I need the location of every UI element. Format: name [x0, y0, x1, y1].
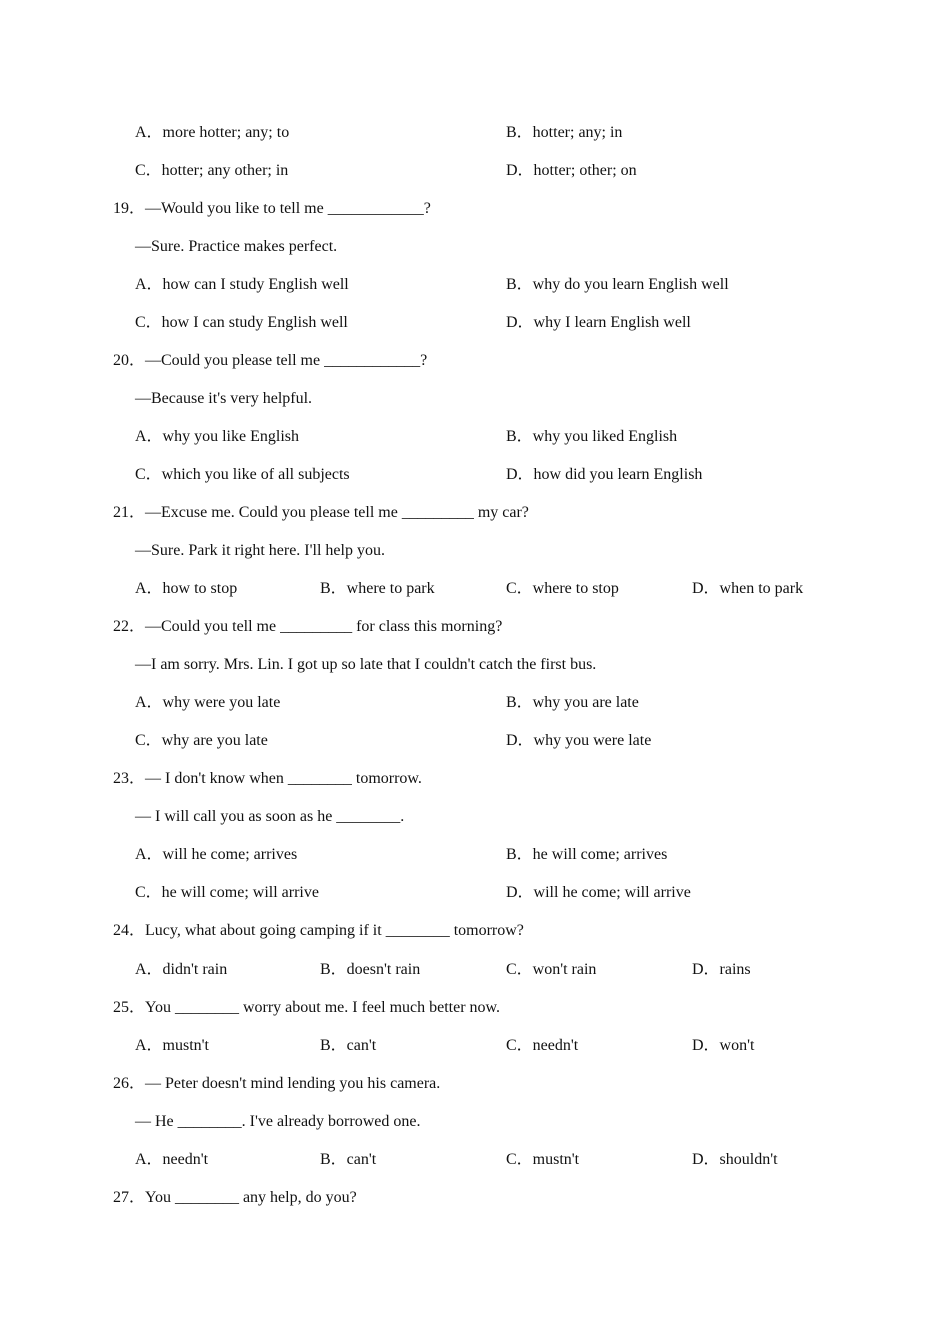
q19-option-b: B．why do you learn English well — [506, 276, 729, 293]
q21-option-a: A．how to stop — [135, 580, 238, 597]
q21-stem: 21．—Excuse me. Could you please tell me _________ my car? — [113, 504, 529, 521]
q19-reply: —Sure. Practice makes perfect. — [135, 238, 338, 255]
q18-option-c: C．hotter; any other; in — [135, 162, 289, 179]
q20-reply: —Because it's very helpful. — [135, 390, 313, 407]
q22-option-c: C．why are you late — [135, 732, 268, 749]
q19-option-a: A．how can I study English well — [135, 276, 349, 293]
q21-option-c: C．where to stop — [506, 580, 619, 597]
q18-option-a: A．more hotter; any; to — [135, 124, 290, 141]
q26-reply: — He ________. I've already borrowed one. — [135, 1113, 421, 1130]
q23-option-c: C．he will come; will arrive — [135, 884, 319, 901]
q23-option-d: D．will he come; will arrive — [506, 884, 691, 901]
q26-option-d: D．shouldn't — [692, 1151, 778, 1168]
q21-option-b: B．where to park — [320, 580, 435, 597]
q20-option-c: C．which you like of all subjects — [135, 466, 350, 483]
q20-stem: 20．—Could you please tell me ____________? — [113, 352, 428, 369]
q24-option-d: D．rains — [692, 961, 751, 978]
q25-option-d: D．won't — [692, 1037, 755, 1054]
q27-stem: 27．You ________ any help, do you? — [113, 1189, 357, 1206]
q20-option-a: A．why you like English — [135, 428, 299, 445]
q19-stem: 19．—Would you like to tell me ____________? — [113, 200, 431, 217]
q24-option-c: C．won't rain — [506, 961, 597, 978]
q25-option-b: B．can't — [320, 1037, 377, 1054]
q22-option-a: A．why were you late — [135, 694, 281, 711]
q19-option-c: C．how I can study English well — [135, 314, 348, 331]
q18-option-d: D．hotter; other; on — [506, 162, 637, 179]
q21-option-d: D．when to park — [692, 580, 804, 597]
q25-stem: 25．You ________ worry about me. I feel much better now. — [113, 999, 501, 1016]
q21-reply: —Sure. Park it right here. I'll help you. — [135, 542, 385, 559]
q26-option-c: C．mustn't — [506, 1151, 580, 1168]
q24-option-b: B．doesn't rain — [320, 961, 421, 978]
q22-option-d: D．why you were late — [506, 732, 652, 749]
q26-option-b: B．can't — [320, 1151, 377, 1168]
q19-option-d: D．why I learn English well — [506, 314, 691, 331]
q18-option-b: B．hotter; any; in — [506, 124, 623, 141]
q23-option-a: A．will he come; arrives — [135, 846, 298, 863]
q24-stem: 24．Lucy, what about going camping if it ________ tomorrow? — [113, 922, 524, 939]
q24-option-a: A．didn't rain — [135, 961, 228, 978]
q26-stem: 26．— Peter doesn't mind lending you his camera. — [113, 1075, 441, 1092]
q23-reply: — I will call you as soon as he ________. — [135, 808, 405, 825]
q20-option-d: D．how did you learn English — [506, 466, 703, 483]
q23-stem: 23．— I don't know when ________ tomorrow. — [113, 770, 422, 787]
q25-option-c: C．needn't — [506, 1037, 579, 1054]
q26-option-a: A．needn't — [135, 1151, 209, 1168]
q25-option-a: A．mustn't — [135, 1037, 210, 1054]
q20-option-b: B．why you liked English — [506, 428, 678, 445]
q22-reply: —I am sorry. Mrs. Lin. I got up so late that I couldn't catch the first bus. — [135, 656, 597, 673]
q23-option-b: B．he will come; arrives — [506, 846, 668, 863]
q22-stem: 22．—Could you tell me _________ for class this morning? — [113, 618, 503, 635]
q22-option-b: B．why you are late — [506, 694, 639, 711]
